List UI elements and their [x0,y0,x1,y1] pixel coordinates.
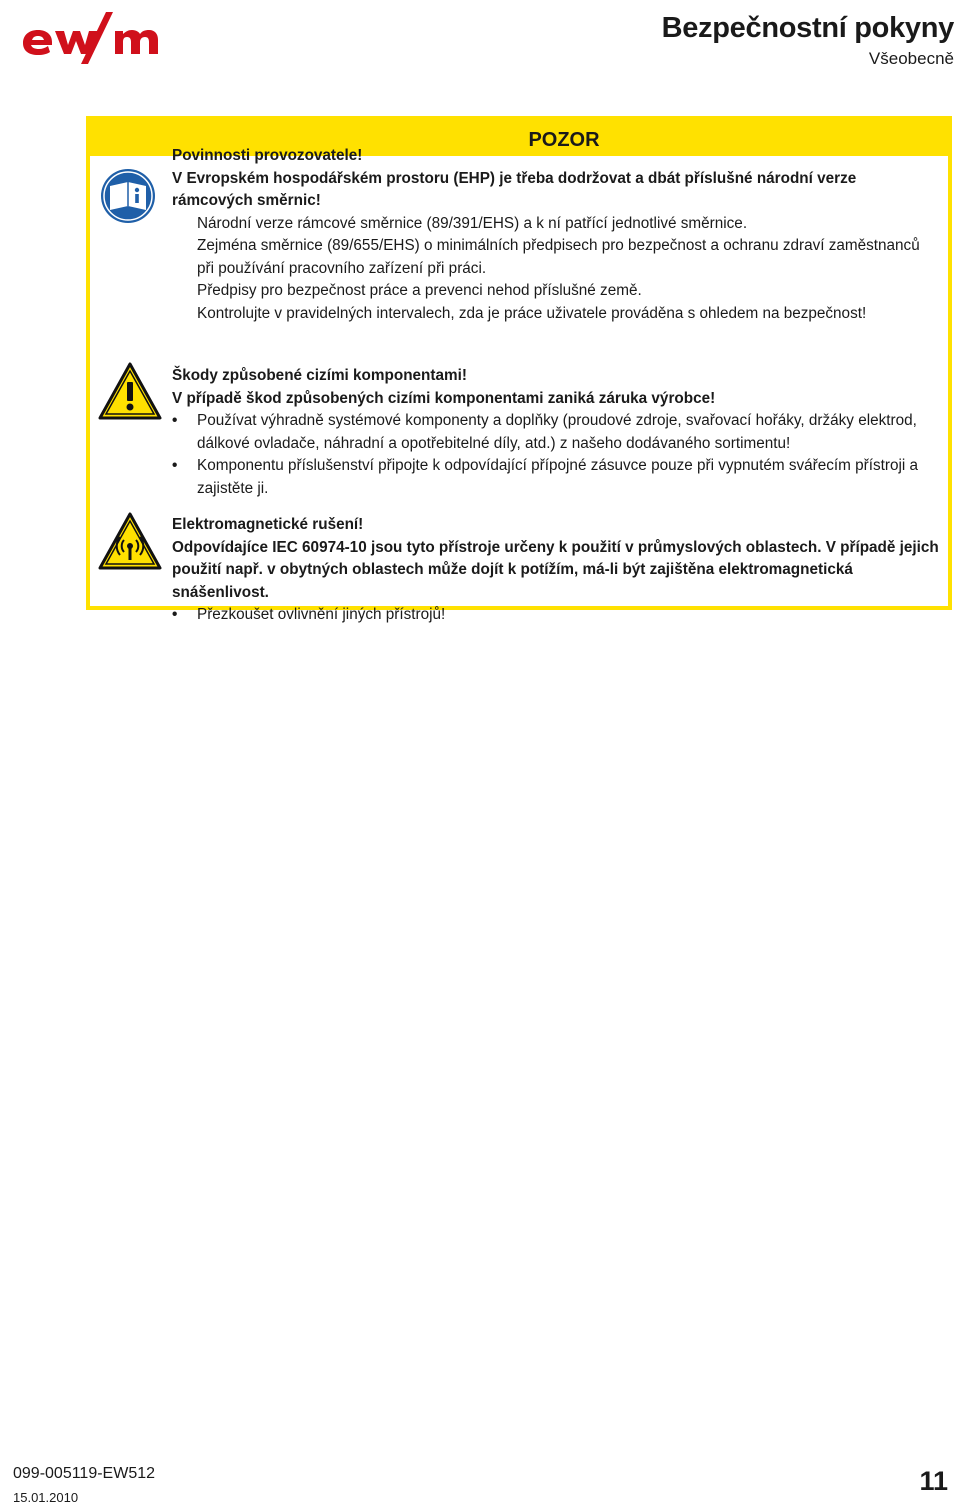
section-title: Škody způsobené cizími komponentami! [172,367,467,384]
section-emc [172,514,940,627]
document-code: 099-005119-EW512 [13,1465,156,1482]
section-lead: V případě škod způsobených cizími komponentami zaniká záruka výrobce! [172,389,716,407]
list-item: Kontrolujte v pravidelných intervalech, zda je práce uživatele prováděna s ohledem na bezpečnost! [197,304,867,322]
section-lead: V Evropském hospodářském prostoru (EHP) je třeba dodržovat a dbát příslušné národní verze rámcových směrnic! [172,169,857,209]
info-manual-icon [100,168,156,224]
notice-box [86,116,952,623]
notice-heading: POZOR [90,120,948,156]
list-item: Národní verze rámcové směrnice (89/391/EHS) a k ní patřící jednotlivé směrnice. [197,214,748,232]
section-operator-duties [172,145,940,325]
bullet-icon: • [172,412,178,429]
section-title: Elektromagnetické rušení! [172,516,364,533]
page-title: Bezpečnostní pokyny [661,12,954,44]
section-foreign-components [172,365,940,500]
bullet-icon: • [172,606,178,623]
ewm-logo [20,8,165,66]
section-title: Povinnosti provozovatele! [172,147,363,164]
list-item: Zejména směrnice (89/655/EHS) o minimálních předpisech pro bezpečnost a ochranu zdraví zaměstnanců při používání pracovního zařízení při práci. [197,237,920,277]
page-number: 11 [919,1466,948,1496]
page-subtitle: Všeobecně [868,49,954,68]
list-item: Předpisy pro bezpečnost práce a prevenci nehod příslušné země. [197,282,642,299]
bullet-item: • Přezkoušet ovlivnění jiných přístrojů! [172,604,940,627]
warning-exclamation-icon [98,362,162,420]
section-lead: Odpovídajíce IEC 60974-10 jsou tyto přístroje určeny k použití v průmyslových oblastech. V případě jejich použití např. v obytných oblastech může dojít k potížím, má-li být zajištěna elektromagnetická snášenlivost. [172,538,939,601]
electromagnetic-warning-icon [98,512,162,570]
bullet-icon: • [172,457,178,474]
bullet-item: • Používat výhradně systémové komponenty a doplňky (proudové zdroje, svařovací hořáky, držáky elektrod, dálkové ovladače, náhradní a opotřebitelné díly, atd.) z našeho dodávaného sortimentu! [172,412,917,452]
bullet-item: • Komponentu příslušenství připojte k odpovídající přípojné zásuvce pouze při vypnutém svářecím přístroji a zajistěte ji. [172,457,919,497]
document-date: 15.01.2010 [13,1490,79,1505]
